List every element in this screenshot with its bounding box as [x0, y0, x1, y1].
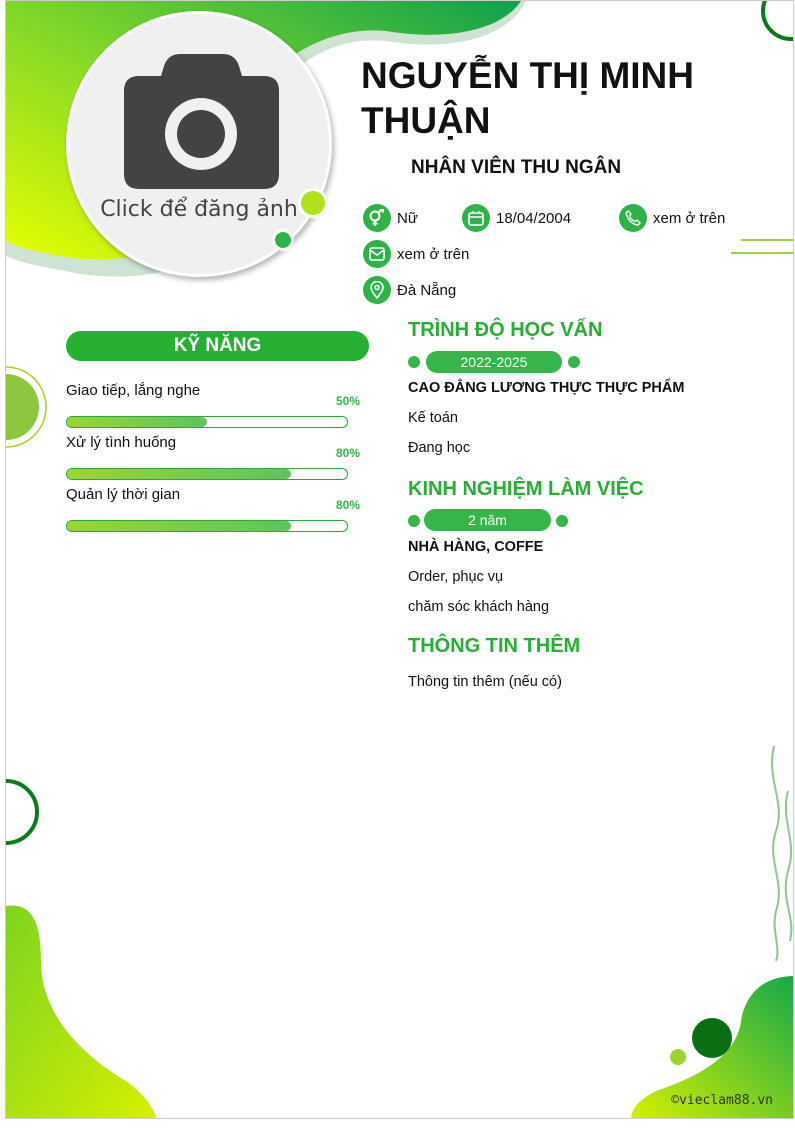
- timeline-dot: [408, 356, 420, 368]
- address-value: Đà Nẵng: [397, 281, 457, 299]
- candidate-name: NGUYỄN THỊ MINH THUẬN: [361, 55, 694, 141]
- skill-percent: 50%: [335, 394, 360, 408]
- timeline-dot: [408, 515, 420, 527]
- job-title: NHÂN VIÊN THU NGÂN: [411, 157, 622, 178]
- more-info-heading: THÔNG TIN THÊM: [408, 635, 581, 657]
- location-pin-icon: [363, 276, 391, 304]
- more-info-text: Thông tin thêm (nếu có): [408, 674, 562, 690]
- info-email: [363, 240, 469, 268]
- skill-bar: [66, 468, 348, 480]
- email-icon: [363, 240, 391, 268]
- experience-heading: KINH NGHIỆM LÀM VIỆC: [408, 478, 644, 500]
- skill-bar-fill: [67, 417, 207, 427]
- skills-heading: KỸ NĂNG: [66, 331, 369, 361]
- skill-percent: 80%: [335, 446, 360, 460]
- info-address: [363, 276, 456, 304]
- email-value: xem ở trên: [397, 245, 470, 263]
- skill-name: Xử lý tình huống: [66, 434, 177, 451]
- decor-dot: [272, 229, 294, 251]
- camera-icon: [124, 54, 279, 189]
- info-gender: [363, 204, 418, 232]
- skill-percent: 80%: [335, 498, 360, 512]
- education-status: Đang học: [408, 440, 471, 456]
- phone-value: xem ở trên: [653, 209, 726, 227]
- education-school: CAO ĐẲNG LƯƠNG THỰC THỰC PHẨM: [408, 380, 685, 396]
- phone-icon: [619, 204, 647, 232]
- info-birthday: [462, 204, 571, 232]
- skill-bar-fill: [67, 521, 291, 531]
- watermark: ©vieclam88.vn: [671, 1093, 773, 1108]
- education-major: Kế toán: [408, 410, 458, 426]
- info-phone: [619, 204, 725, 232]
- gender-value: Nữ: [397, 209, 418, 227]
- cv-page: [5, 0, 794, 1119]
- skill-bar: [66, 520, 348, 532]
- decor-dot: [298, 188, 328, 218]
- experience-period: 2 năm: [424, 509, 551, 531]
- skill-name: Quản lý thời gian: [66, 486, 181, 503]
- timeline-dot: [556, 515, 568, 527]
- experience-duty: chăm sóc khách hàng: [408, 599, 550, 615]
- photo-upload-label: Click để đăng ảnh: [100, 197, 298, 222]
- calendar-icon: [462, 204, 490, 232]
- education-heading: TRÌNH ĐỘ HỌC VẤN: [408, 319, 603, 341]
- skill-bar-fill: [67, 469, 291, 479]
- experience-company: NHÀ HÀNG, COFFE: [408, 539, 544, 555]
- education-period: 2022-2025: [426, 351, 562, 373]
- timeline-dot: [568, 356, 580, 368]
- birthday-value: 18/04/2004: [496, 209, 572, 227]
- skill-bar: [66, 416, 348, 428]
- experience-duty: Order, phục vụ: [408, 569, 504, 585]
- skill-name: Giao tiếp, lắng nghe: [66, 382, 201, 399]
- gender-icon: [363, 204, 391, 232]
